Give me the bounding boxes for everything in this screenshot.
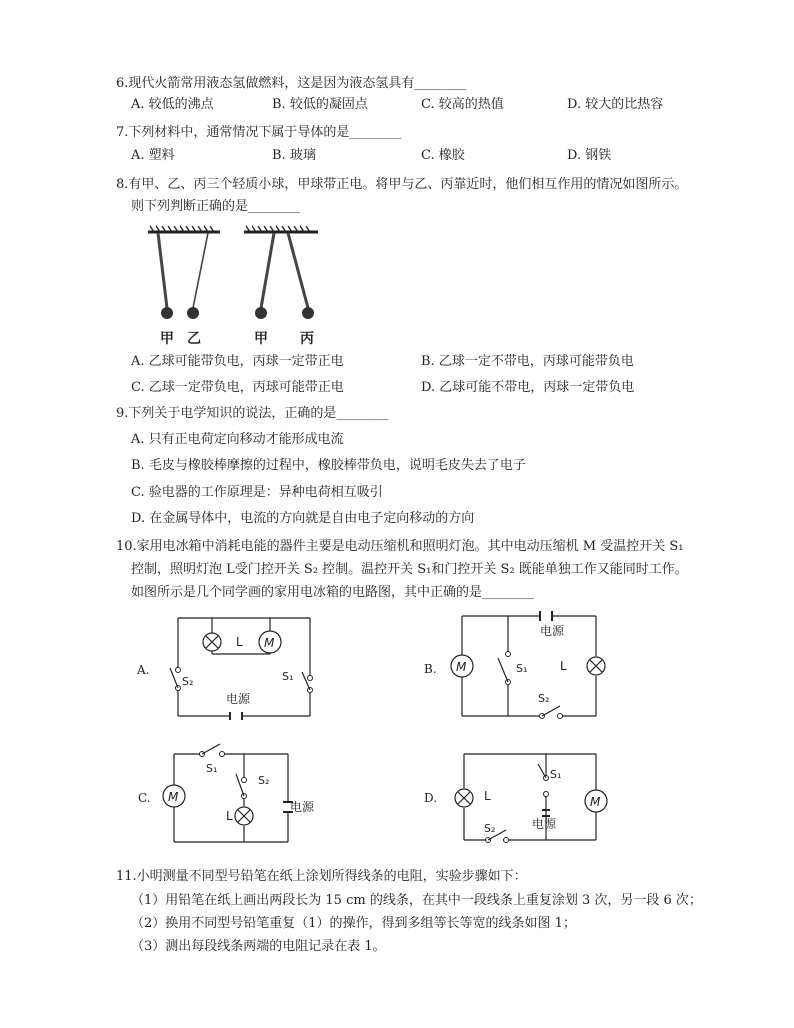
- label-s1: S₁: [550, 768, 562, 781]
- label-lamp: L: [226, 809, 233, 823]
- ball-bing: [302, 307, 314, 319]
- circuit-a-label: A.: [137, 663, 150, 677]
- thread-bing: [288, 233, 308, 308]
- circuit-c[interactable]: [130, 740, 330, 852]
- q8-option-d[interactable]: D. 乙球可能不带电，丙球一定带负电: [421, 380, 635, 395]
- circuit-b-label: B.: [424, 662, 437, 676]
- motor-symbol: M: [168, 790, 179, 804]
- label-s1: S₁: [282, 670, 294, 683]
- q8-option-a[interactable]: A. 乙球可能带负电，丙球一定带正电: [131, 354, 344, 369]
- label-source: 电源: [290, 800, 315, 814]
- lamp-icon: [235, 807, 253, 825]
- circuit-d[interactable]: [420, 740, 610, 852]
- motor-icon: [451, 655, 473, 677]
- circuit-c-label: C.: [138, 791, 151, 805]
- label-bing: 丙: [300, 331, 314, 347]
- q7-option-d[interactable]: D. 钢铁: [567, 148, 612, 163]
- label-source: 电源: [532, 817, 557, 831]
- label-jia-right: 甲: [254, 331, 268, 347]
- motor-symbol: M: [590, 795, 601, 809]
- q8-option-b[interactable]: B. 乙球一定不带电，丙球可能带负电: [421, 354, 634, 369]
- q9-option-a[interactable]: A. 只有正电荷定向移动才能形成电流: [131, 432, 344, 447]
- q9-option-d[interactable]: D. 在金属导体中，电流的方向就是自由电子定向移动的方向: [131, 511, 475, 526]
- q8-option-c[interactable]: C. 乙球一定带负电，丙球可能带正电: [131, 380, 344, 395]
- label-s1: S₁: [206, 762, 218, 775]
- thread-jia-left: [158, 233, 167, 308]
- q11-stem: 11.小明测量不同型号铅笔在纸上涂划所得线条的电阻，实验步骤如下：: [116, 869, 527, 884]
- label-lamp: L: [560, 659, 567, 673]
- switch-s1-icon: [302, 672, 313, 693]
- q8-stem-line2: 则下列判断正确的是________: [131, 199, 301, 214]
- q6-stem: 6.现代火箭常用液态氢做燃料，这是因为液态氢具有________: [116, 76, 467, 91]
- switch-s2-icon: [170, 668, 181, 691]
- switch-s2-icon: [540, 706, 563, 719]
- q6-option-d[interactable]: D. 较大的比热容: [567, 97, 664, 112]
- label-s1: S₁: [516, 662, 528, 675]
- q7-option-c[interactable]: C. 橡胶: [421, 148, 465, 163]
- q10-stem-line3: 如图所示是几个同学画的家用电冰箱的电路图，其中正确的是________: [131, 585, 535, 600]
- ball-jia-right: [255, 307, 267, 319]
- circuit-d-label: D.: [424, 791, 438, 805]
- power-source-icon: [540, 611, 552, 621]
- lamp-icon: [455, 789, 473, 807]
- motor-symbol: M: [264, 636, 275, 650]
- q11-step-2: （2）换用不同型号铅笔重复（1）的操作，得到多组等长等宽的线条如图 1；: [131, 916, 576, 931]
- circuit-a[interactable]: [130, 610, 330, 725]
- q8-pendulum-figure: [140, 222, 350, 348]
- ball-yi: [187, 307, 199, 319]
- label-s2: S₂: [258, 774, 270, 787]
- motor-symbol: M: [456, 660, 467, 674]
- power-source-icon: [230, 712, 242, 720]
- q11-step-1: （1）用铅笔在纸上画出两段长为 15 cm 的线条，在其中一段线条上重复涂划 3 次，另一段 6 次；: [131, 893, 702, 908]
- q10-stem-line2: 控制，照明灯泡 L受门控开关 S₂ 控制。温控开关 S₁和门控开关 S₂ 既能单独工作又能同时工作。: [131, 562, 688, 577]
- motor-icon: [259, 631, 281, 653]
- thread-yi: [193, 233, 208, 308]
- switch-s1-icon: [498, 652, 511, 685]
- label-yi: 乙: [187, 331, 201, 347]
- label-source: 电源: [540, 624, 565, 638]
- q10-stem-line1: 10.家用电冰箱中消耗电能的器件主要是电动压缩机和照明灯泡。其中电动压缩机 M 受温控开关 S₁: [116, 539, 684, 554]
- label-s2: S₂: [484, 822, 496, 835]
- switch-s2-icon: [236, 774, 247, 799]
- q7-option-a[interactable]: A. 塑料: [131, 148, 175, 163]
- q9-stem: 9.下列关于电学知识的说法，正确的是________: [116, 406, 389, 421]
- q6-option-c[interactable]: C. 较高的热值: [421, 97, 504, 112]
- q6-option-b[interactable]: B. 较低的凝固点: [272, 97, 368, 112]
- label-jia-left: 甲: [160, 331, 174, 347]
- q8-stem-line1: 8.有甲、乙、丙三个轻质小球，甲球带正电。将甲与乙、丙靠近时，他们相互作用的情况如图所示。: [116, 177, 688, 192]
- q11-step-3: （3）测出每段线条两端的电阻记录在表 1。: [131, 939, 386, 954]
- motor-icon: [163, 785, 185, 807]
- lamp-icon: [587, 657, 605, 675]
- switch-s1-icon: [538, 764, 549, 797]
- q6-option-a[interactable]: A. 较低的沸点: [131, 97, 214, 112]
- q9-option-c[interactable]: C. 验电器的工作原理是：异种电荷相互吸引: [131, 485, 383, 500]
- label-lamp: L: [484, 789, 491, 803]
- thread-jia-right: [261, 233, 274, 308]
- q7-stem: 7.下列材料中，通常情况下属于导体的是________: [116, 125, 402, 140]
- switch-s1-icon: [200, 744, 225, 757]
- label-source: 电源: [226, 692, 251, 706]
- label-s2: S₂: [538, 692, 550, 705]
- ball-jia-left: [161, 307, 173, 319]
- circuit-b[interactable]: [420, 608, 610, 723]
- label-lamp: L: [236, 635, 243, 649]
- motor-icon: [585, 790, 607, 812]
- lamp-icon: [203, 633, 221, 651]
- q7-option-b[interactable]: B. 玻璃: [272, 148, 316, 163]
- q9-option-b[interactable]: B. 毛皮与橡胶棒摩擦的过程中，橡胶棒带负电，说明毛皮失去了电子: [131, 458, 526, 473]
- label-s2: S₂: [182, 675, 194, 688]
